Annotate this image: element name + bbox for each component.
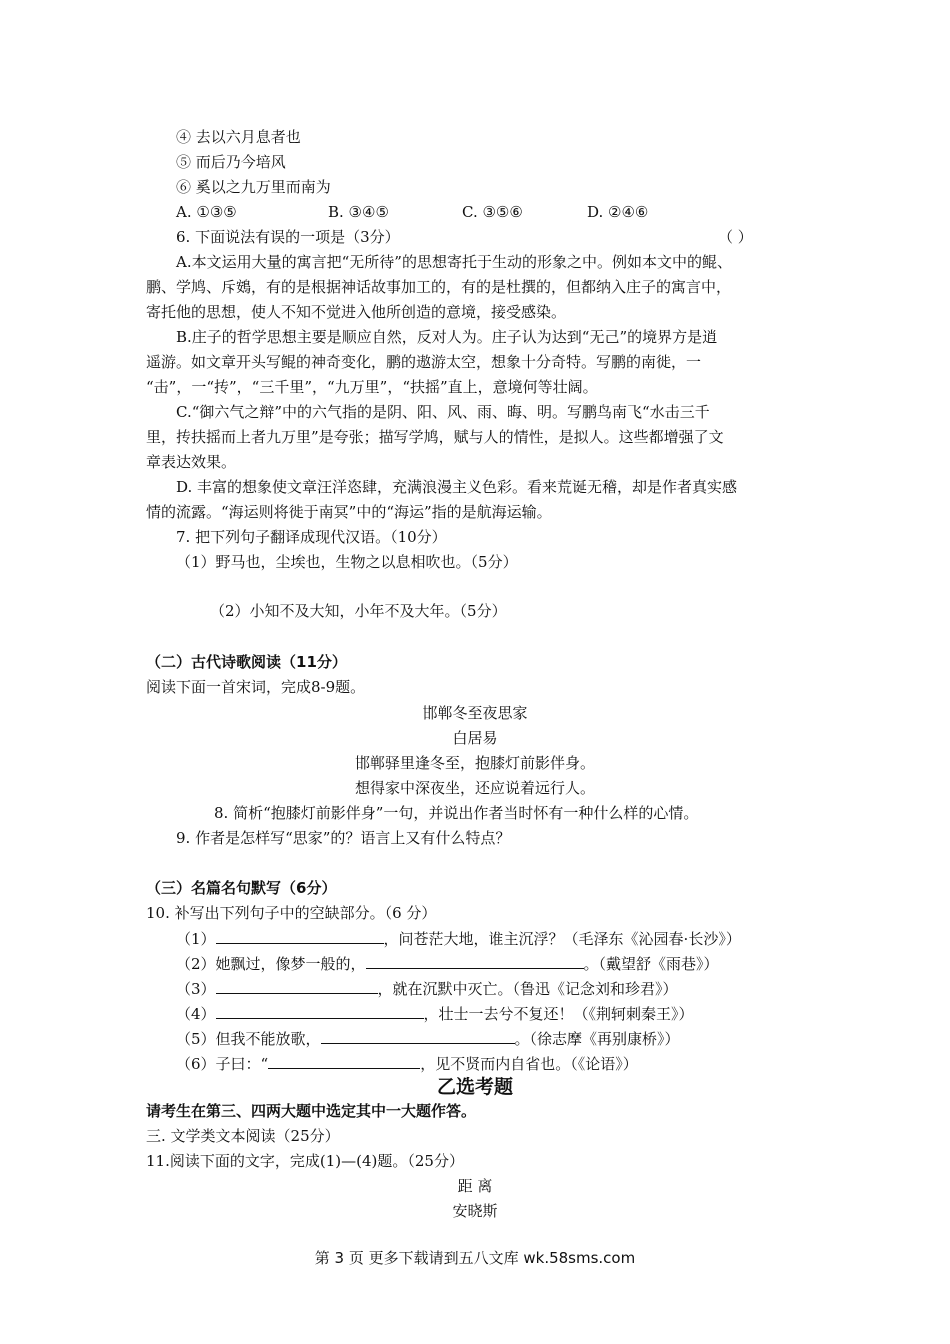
recite-item-5 bbox=[176, 1027, 680, 1050]
recite-item-1 bbox=[176, 927, 741, 950]
optional-section-title: 乙选考题 bbox=[436, 1076, 513, 1098]
q6-option-b-line3: “击”，一“抟”，“三千里”，“九万里”，“扶摇”直上，意境何等壮阔。 bbox=[146, 378, 598, 396]
poem-author: 白居易 bbox=[452, 729, 498, 747]
poem-line-2: 想得家中深夜坐，还应说着远行人。 bbox=[354, 779, 595, 797]
q11-stem: 11.阅读下面的文字，完成(1)—(4)题。（25分） bbox=[146, 1152, 464, 1170]
recite-blank-4[interactable] bbox=[216, 1002, 424, 1019]
recite-item-5-suffix: 。（徐志摩《再别康桥》） bbox=[514, 1030, 680, 1048]
q5-option-b: B. ③④⑤ bbox=[328, 203, 389, 221]
recite-item-6-prefix: （6）子曰：“ bbox=[176, 1055, 269, 1073]
recite-blank-6[interactable] bbox=[268, 1052, 420, 1069]
q6-option-d-line1: D. 丰富的想象使文章汪洋恣肆，充满浪漫主义色彩。看来荒诞无稽，却是作者真实感 bbox=[176, 478, 738, 496]
recite-item-6 bbox=[176, 1052, 638, 1075]
story-title: 距 离 bbox=[457, 1177, 493, 1195]
recite-item-3 bbox=[176, 977, 678, 1000]
q6-option-b-line2: 遥游。如文章开头写鲲的神奇变化，鹏的遨游太空，想象十分奇特。写鹏的南徙，一 bbox=[146, 353, 702, 371]
recite-item-4 bbox=[176, 1002, 694, 1025]
recite-item-3-suffix: ，就在沉默中灭亡。（鲁迅《记念刘和珍君》） bbox=[377, 980, 678, 998]
q7-sentence-2: （2）小知不及大知，小年不及大年。（5分） bbox=[210, 602, 507, 620]
q5-item-6: ⑥ 奚以之九万里而南为 bbox=[176, 178, 331, 196]
q6-stem: 6. 下面说法有误的一项是（3分） bbox=[176, 228, 400, 246]
q8-stem: 8. 简析“抱膝灯前影伴身”一句，并说出作者当时怀有一种什么样的心情。 bbox=[214, 804, 699, 822]
q6-answer-paren: （ ） bbox=[718, 228, 753, 246]
q6-option-d-line2: 情的流露。“海运则将徙于南冥”中的“海运”指的是航海运输。 bbox=[146, 503, 552, 521]
q6-option-b-line1: B.庄子的哲学思想主要是顺应自然，反对人为。庄子认为达到“无己”的境界方是逍 bbox=[176, 328, 718, 346]
recite-item-3-prefix: （3） bbox=[176, 980, 216, 998]
recite-item-2 bbox=[176, 952, 719, 975]
recite-item-1-suffix: ，问苍茫大地，谁主沉浮？（毛泽东《沁园春·长沙》） bbox=[383, 930, 741, 948]
recite-item-1-prefix: （1） bbox=[176, 930, 216, 948]
recite-section-heading: （三）名篇名句默写（6分） bbox=[146, 879, 337, 897]
page-footer: 第 3 页 更多下载请到五八文库 wk.58sms.com bbox=[314, 1249, 636, 1267]
recite-item-6-suffix: ，见不贤而内自省也。（《论语》） bbox=[420, 1055, 638, 1073]
section-3-heading: 三. 文学类文本阅读（25分） bbox=[146, 1127, 340, 1145]
q5-option-c: C. ③⑤⑥ bbox=[462, 203, 523, 221]
recite-blank-3[interactable] bbox=[216, 977, 378, 994]
q7-stem: 7. 把下列句子翻译成现代汉语。（10分） bbox=[176, 528, 447, 546]
q5-options bbox=[176, 201, 648, 223]
q6-option-a-line1: A.本文运用大量的寓言把“无所待”的思想寄托于生动的形象之中。例如本文中的鲲、 bbox=[176, 253, 732, 271]
recite-item-2-suffix: 。（戴望舒《雨巷》） bbox=[583, 955, 719, 973]
q5-item-5: ⑤ 而后乃今培风 bbox=[176, 153, 286, 171]
q5-item-4: ④ 去以六月息者也 bbox=[176, 128, 301, 146]
q10-stem: 10. 补写出下列句子中的空缺部分。（6 分） bbox=[146, 904, 437, 922]
poetry-section-heading: （二）古代诗歌阅读（11分） bbox=[146, 653, 347, 671]
q6-option-c-line3: 章表达效果。 bbox=[146, 453, 237, 471]
q9-stem: 9. 作者是怎样写“思家”的？语言上又有什么特点？ bbox=[176, 829, 511, 847]
q5-option-d: D. ②④⑥ bbox=[587, 203, 649, 221]
recite-item-2-prefix: （2）她飘过，像梦一般的， bbox=[176, 955, 366, 973]
poem-title: 邯郸冬至夜思家 bbox=[422, 704, 528, 722]
q6-option-a-line3: 寄托他的思想，使人不知不觉进入他所创造的意境，接受感染。 bbox=[146, 303, 567, 321]
q6-option-c-line2: 里，抟扶摇而上者九万里”是夸张；描写学鸠，赋与人的情性，是拟人。这些都增强了文 bbox=[146, 428, 724, 446]
poetry-intro: 阅读下面一首宋词，完成8-9题。 bbox=[146, 678, 366, 696]
recite-blank-2[interactable] bbox=[366, 952, 584, 969]
optional-instruction: 请考生在第三、四两大题中选定其中一大题作答。 bbox=[146, 1102, 477, 1120]
q6-option-c-line1: C.“御六气之辩”中的六气指的是阴、阳、风、雨、晦、明。写鹏鸟南飞“水击三千 bbox=[176, 403, 710, 421]
q5-option-a: A. ①③⑤ bbox=[176, 203, 237, 221]
recite-item-4-suffix: ，壮士一去兮不复还！（《荆轲刺秦王》） bbox=[423, 1005, 694, 1023]
q7-sentence-1: （1）野马也，尘埃也，生物之以息相吹也。（5分） bbox=[176, 553, 518, 571]
recite-item-5-prefix: （5）但我不能放歌， bbox=[176, 1030, 321, 1048]
poem-line-1: 邯郸驿里逢冬至，抱膝灯前影伴身。 bbox=[354, 754, 595, 772]
q6-option-a-line2: 鹏、学鸠、斥鴳，有的是根据神话故事加工的，有的是杜撰的，但都纳入庄子的寓言中， bbox=[146, 278, 732, 296]
recite-item-4-prefix: （4） bbox=[176, 1005, 216, 1023]
story-author: 安晓斯 bbox=[452, 1202, 498, 1220]
recite-blank-5[interactable] bbox=[321, 1027, 515, 1044]
recite-blank-1[interactable] bbox=[216, 927, 384, 944]
